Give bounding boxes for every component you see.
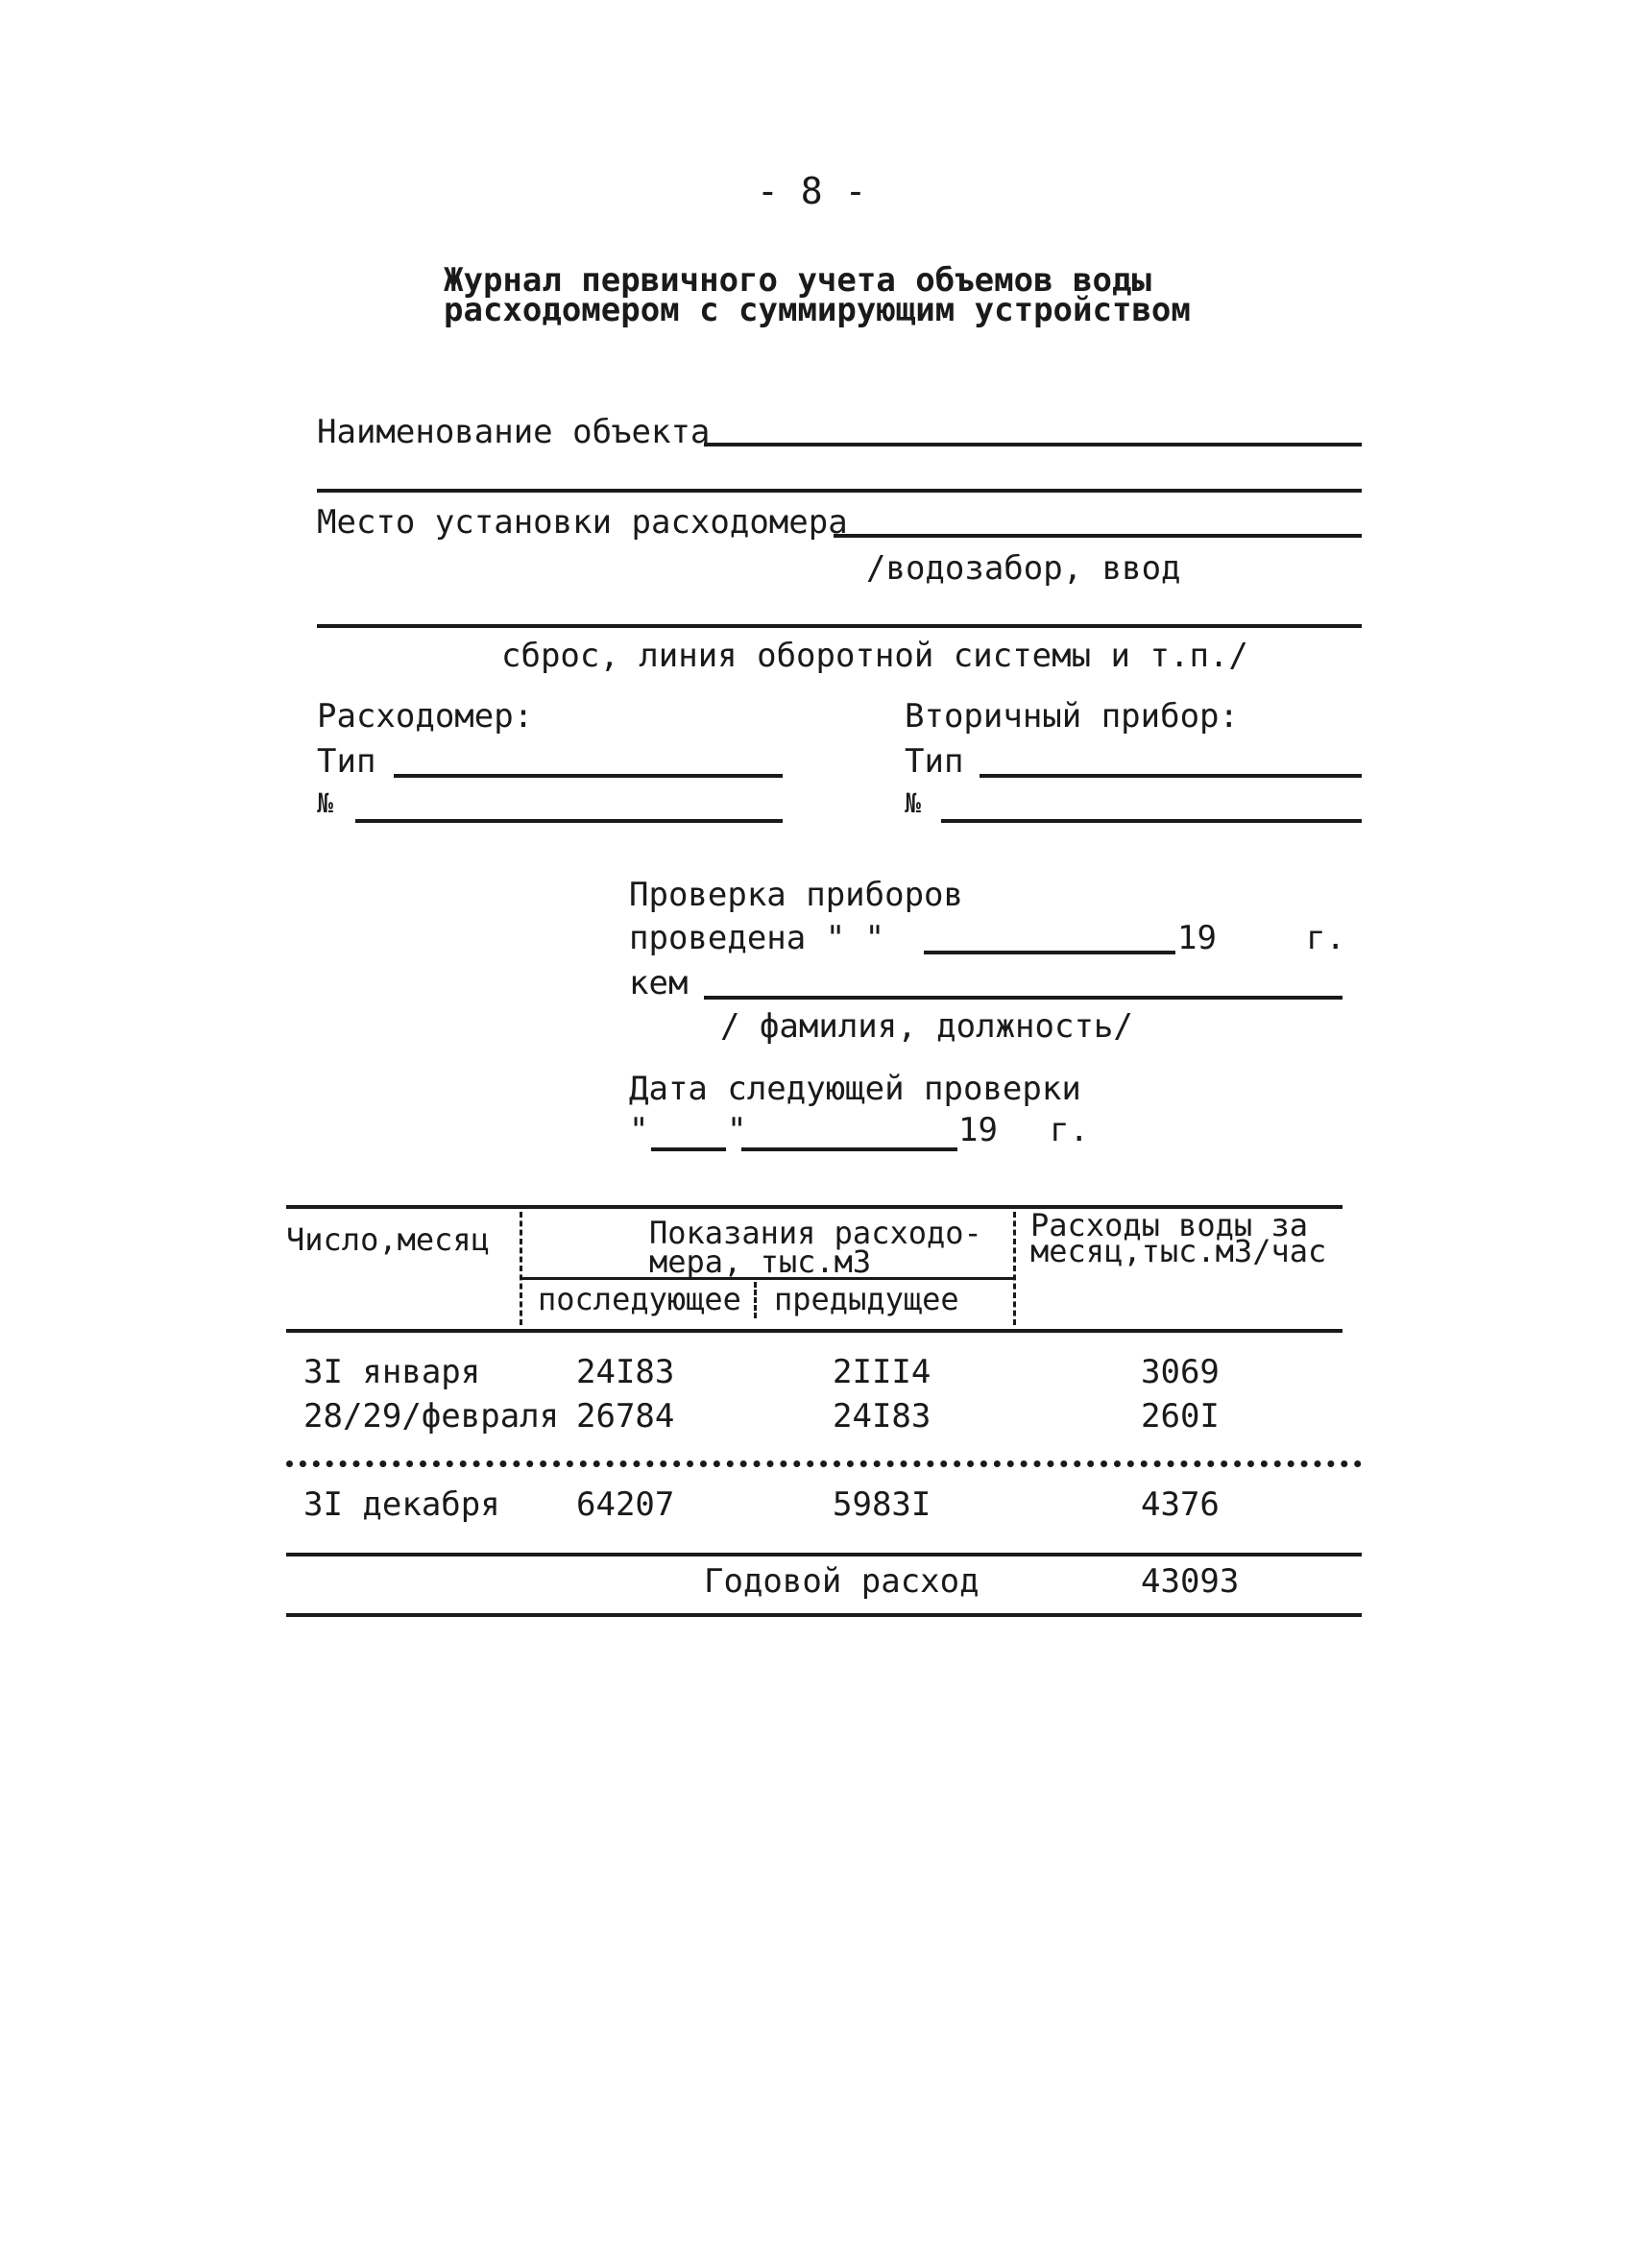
row-prev: 24I83 xyxy=(833,1397,931,1436)
meter-type-label: Тип xyxy=(317,742,376,781)
col-header-flow-2: месяц,тыс.м3/час xyxy=(1030,1233,1327,1269)
row-flow: 4376 xyxy=(1141,1485,1220,1524)
check-year-suffix: г. xyxy=(1306,919,1345,957)
check-title: Проверка приборов xyxy=(629,876,963,914)
meter-number-field-line[interactable] xyxy=(355,819,783,823)
annual-total-value: 43093 xyxy=(1141,1562,1240,1601)
install-place-hint-b: сброс, линия оборотной системы и т.п./ xyxy=(501,637,1248,675)
meter-number-label: № xyxy=(317,787,333,819)
object-name-label: Наименование объекта xyxy=(317,413,711,451)
readings-subheader-rule xyxy=(520,1277,1013,1280)
table-separator xyxy=(754,1282,757,1318)
table-header-rule xyxy=(286,1329,1343,1333)
row-next: 24I83 xyxy=(576,1353,675,1391)
col-header-prev: предыдущее xyxy=(774,1281,959,1317)
by-whom-field-line[interactable] xyxy=(704,996,1343,1000)
next-check-year-suffix: г. xyxy=(1050,1111,1089,1149)
row-prev: 5983I xyxy=(833,1485,931,1524)
secondary-number-field-line[interactable] xyxy=(941,819,1362,823)
row-date: 3I декабря xyxy=(303,1485,500,1524)
table-bottom-rule xyxy=(286,1613,1362,1617)
install-place-field-line-2[interactable] xyxy=(317,624,1362,628)
install-place-field-line[interactable] xyxy=(834,534,1362,538)
check-year-prefix: 19 xyxy=(1177,919,1217,957)
meter-type-field-line[interactable] xyxy=(394,774,783,778)
next-check-month-field-line[interactable] xyxy=(741,1147,957,1151)
row-ellipsis-divider xyxy=(286,1455,1362,1474)
row-prev: 2III4 xyxy=(833,1353,931,1391)
by-whom-label: кем xyxy=(629,964,689,1002)
object-name-field-line-2[interactable] xyxy=(317,489,1362,493)
col-header-next: последующее xyxy=(538,1281,741,1317)
table-total-rule xyxy=(286,1553,1362,1556)
row-flow: 3069 xyxy=(1141,1353,1220,1391)
secondary-number-label: № xyxy=(905,787,921,819)
journal-title-line-1: Журнал первичного учета объемов воды xyxy=(444,261,1151,300)
col-header-date: Число,месяц xyxy=(286,1221,490,1258)
check-done-label: проведена " " xyxy=(629,919,885,957)
secondary-type-label: Тип xyxy=(905,742,964,781)
table-separator xyxy=(1013,1212,1016,1325)
journal-title-line-2: расходомером с суммирующим устройством xyxy=(444,291,1191,329)
row-date: 28/29/февраля xyxy=(303,1397,560,1436)
row-date: 3I января xyxy=(303,1353,481,1391)
row-next: 26784 xyxy=(576,1397,675,1436)
annual-total-label: Годовой расход xyxy=(704,1562,980,1601)
col-header-flow-1: Расходы воды за xyxy=(1030,1207,1308,1243)
object-name-field-line[interactable] xyxy=(704,443,1362,446)
next-check-year-prefix: 19 xyxy=(958,1111,998,1149)
col-header-readings-2: мера, тыс.м3 xyxy=(649,1243,872,1280)
next-check-label: Дата следующей проверки xyxy=(629,1070,1081,1108)
secondary-device-label: Вторичный прибор: xyxy=(905,697,1239,736)
next-check-quote-open: " xyxy=(629,1111,649,1149)
by-whom-hint: / фамилия, должность/ xyxy=(720,1007,1133,1046)
meter-label: Расходомер: xyxy=(317,697,534,736)
next-check-day-field-line[interactable] xyxy=(651,1147,726,1151)
row-next: 64207 xyxy=(576,1485,675,1524)
col-header-readings-1: Показания расходо- xyxy=(649,1215,982,1251)
row-flow: 260I xyxy=(1141,1397,1220,1436)
table-separator xyxy=(520,1212,522,1325)
install-place-label: Место установки расходомера xyxy=(317,503,848,542)
check-date-field-line[interactable] xyxy=(924,951,1175,954)
page-number: - 8 - xyxy=(757,170,867,212)
next-check-quote-close: " xyxy=(727,1111,747,1149)
install-place-hint-a: /водозабор, ввод xyxy=(866,549,1181,588)
secondary-type-field-line[interactable] xyxy=(980,774,1362,778)
